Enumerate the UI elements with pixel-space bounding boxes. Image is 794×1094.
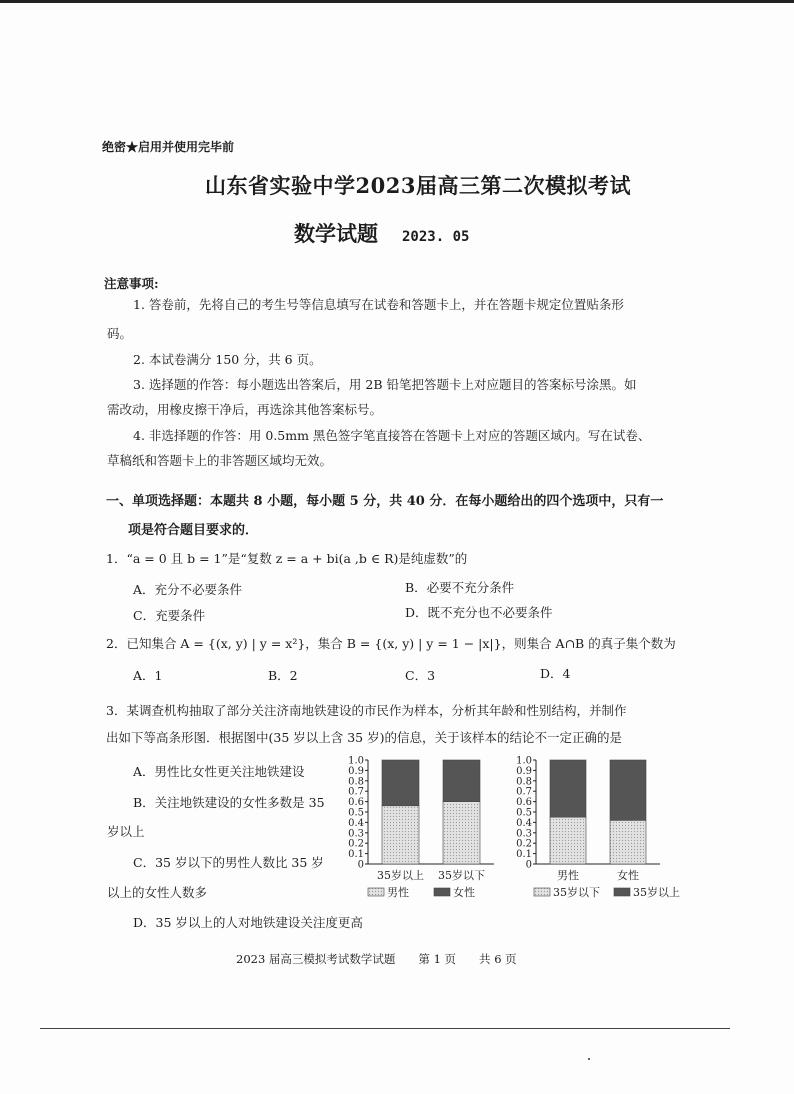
subject-name: 数学试题	[294, 221, 378, 246]
page-footer: 2023 届高三模拟考试数学试题 第 1 页 共 6 页	[236, 952, 517, 966]
question-1-option-a: A．充分不必要条件	[133, 582, 243, 597]
question-3-stem-cont: 出如下等高条形图．根据图中(35 岁以上含 35 岁)的信息，关于该样本的结论不一定正确的是	[106, 730, 622, 745]
legend-swatch	[434, 888, 450, 896]
section-1-heading-cont: 项是符合题目要求的．	[128, 523, 259, 538]
x-category-label: 男性	[557, 869, 579, 882]
exam-date: 2023. 05	[402, 229, 470, 245]
question-3-option-d: D．35 岁以上的人对地铁建设关注度更高	[133, 915, 363, 930]
bar-segment	[382, 760, 419, 806]
y-tick-label: 0.7	[348, 786, 364, 798]
x-category-label: 35岁以上	[377, 869, 424, 882]
question-3-option-b: B．关注地铁建设的女性多数是 35	[133, 795, 325, 810]
legend-label: 35岁以下	[553, 886, 600, 899]
y-tick-label: 0	[525, 859, 532, 871]
notice-title: 注意事项:	[104, 276, 159, 291]
scan-speck	[588, 1058, 590, 1060]
chart-2-svg	[510, 752, 680, 900]
bottom-rule	[40, 1028, 730, 1029]
y-tick-label: 0	[357, 859, 364, 871]
y-tick-label: 0.8	[348, 776, 364, 788]
legend-swatch	[368, 888, 384, 896]
y-tick-label: 1.0	[348, 755, 364, 767]
notice-item-3: 3. 选择题的作答：每小题选出答案后，用 2B 铅笔把答题卡上对应题目的答案标号涂黑。如	[133, 377, 637, 392]
question-3-option-c: C．35 岁以下的男性人数比 35 岁	[133, 855, 324, 870]
notice-item-3-cont: 需改动，用橡皮擦干净后，再选涂其他答案标号。	[107, 402, 383, 417]
y-tick-label: 0.1	[516, 849, 532, 861]
y-tick-label: 0.4	[516, 817, 532, 829]
secret-label: 绝密★启用并使用完毕前	[102, 140, 235, 154]
question-1-stem: 1．“a = 0 且 b = 1”是“复数 z = a + bi(a ,b ∈ R)是纯虚数”的	[106, 551, 468, 566]
legend-label: 女性	[453, 886, 475, 899]
x-category-label: 35岁以下	[438, 869, 485, 882]
notice-item-4-cont: 草稿纸和答题卡上的非答题区域均无效。	[107, 453, 333, 468]
y-tick-label: 0.8	[516, 776, 532, 788]
bar-segment	[550, 817, 586, 864]
bar-segment	[610, 760, 646, 820]
chart-gender-by-group	[510, 752, 680, 900]
y-tick-label: 0.2	[516, 838, 532, 850]
y-tick-label: 0.3	[348, 828, 364, 840]
exam-title: 山东省实验中学2023届高三第二次模拟考试	[205, 173, 631, 198]
y-tick-label: 0.1	[348, 849, 364, 861]
x-category-label: 女性	[617, 869, 639, 882]
bar-segment	[550, 760, 586, 817]
legend-swatch	[614, 888, 630, 896]
notice-item-1: 1. 答卷前，先将自己的考生号等信息填写在试卷和答题卡上，并在答题卡规定位置贴条形	[133, 297, 624, 312]
chart-1-svg	[344, 752, 504, 900]
legend-label: 男性	[387, 886, 409, 899]
bar-segment	[382, 806, 419, 864]
y-tick-label: 0.3	[516, 828, 532, 840]
question-2-stem: 2．已知集合 A = {(x, y) | y = x²}，集合 B = {(x, y) | y = 1 − |x|}，则集合 A∩B 的真子集个数为	[106, 636, 676, 651]
y-tick-label: 0.7	[516, 786, 532, 798]
question-3-option-a: A．男性比女性更关注地铁建设	[133, 764, 305, 779]
y-tick-label: 0.9	[516, 765, 532, 777]
notice-item-4: 4. 非选择题的作答：用 0.5mm 黑色签字笔直接答在答题卡上对应的答题区域内。写在试卷、	[133, 428, 651, 443]
y-tick-label: 0.5	[516, 807, 532, 819]
bar-segment	[610, 820, 646, 864]
question-1-option-b: B．必要不充分条件	[405, 580, 515, 595]
question-3-option-b-cont: 岁以上	[107, 824, 145, 839]
question-2-option-b: B．2	[268, 668, 298, 683]
top-border	[0, 0, 794, 3]
question-3-option-c-cont: 以上的女性人数多	[107, 885, 208, 900]
question-1-option-c: C．充要条件	[133, 608, 206, 623]
question-3-stem: 3．某调查机构抽取了部分关注济南地铁建设的市民作为样本，分析其年龄和性别结构，并制作	[106, 703, 627, 718]
question-2-option-c: C．3	[405, 668, 436, 683]
chart-age-by-group	[344, 752, 504, 900]
y-tick-label: 0.5	[348, 807, 364, 819]
question-2-option-a: A．1	[133, 668, 163, 683]
notice-item-2: 2. 本试卷满分 150 分，共 6 页。	[133, 352, 322, 367]
y-tick-label: 0.6	[348, 797, 364, 809]
y-tick-label: 0.6	[516, 797, 532, 809]
y-tick-label: 0.2	[348, 838, 364, 850]
section-1-heading: 一、单项选择题：本题共 8 小题，每小题 5 分，共 40 分．在每小题给出的四个选项中，只有一	[106, 494, 664, 509]
notice-item-1-cont: 码。	[107, 326, 133, 341]
y-tick-label: 1.0	[516, 755, 532, 767]
y-tick-label: 0.4	[348, 817, 364, 829]
y-tick-label: 0.9	[348, 765, 364, 777]
legend-swatch	[534, 888, 550, 896]
bar-segment	[443, 760, 480, 802]
question-2-option-d: D．4	[540, 666, 571, 681]
legend-label: 35岁以上	[633, 886, 680, 899]
bar-segment	[443, 802, 480, 864]
question-1-option-d: D．既不充分也不必要条件	[405, 605, 553, 620]
subject-title	[294, 218, 469, 248]
